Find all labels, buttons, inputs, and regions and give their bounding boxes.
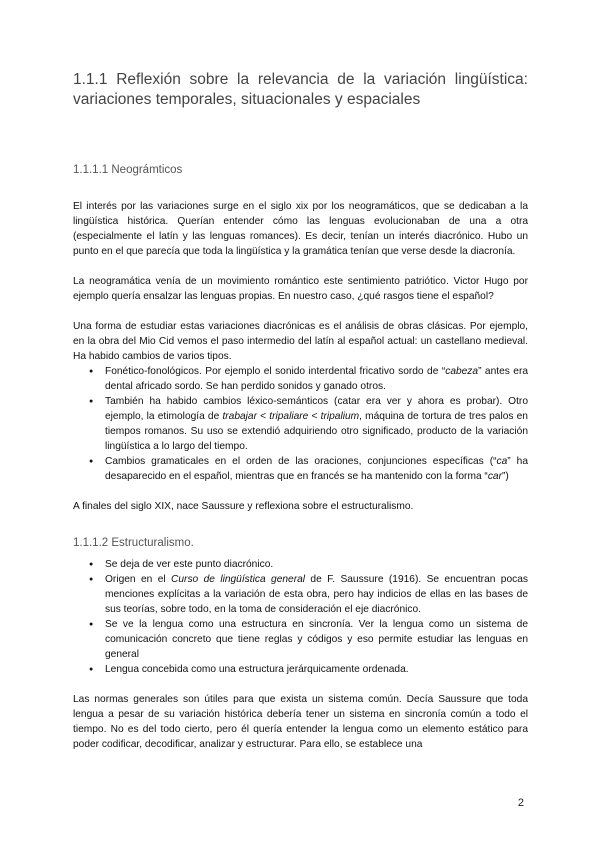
list-item-origen: ● Origen en el Curso de lingüística general de F. Saussure (1916). Se encuentran pocas menciones explícitas a la variación de esta obra, pero hay indicios de ellas en las bases de sus teorías, sobre todo, en la toma de consideración el eje diacrónico. [105,572,528,617]
list-item-diacronico: ● Se deja de ver este punto diacrónico. [105,557,528,572]
list-item-jerarquica: ● Lengua concebida como una estructura jerárquicamente ordenada. [105,662,528,677]
section-heading-1-1-1: 1.1.1 Reflexión sobre la relevancia de la variación lingüística: variaciones temporales, situacionales y espaciales [73,71,528,108]
page-number: 2 [517,797,524,809]
subsection-heading-neogramaticos: 1.1.1.1 Neográmticos [73,164,183,176]
list-item-sincronia: ● Se ve la lengua como una estructura en sincronía. Ver la lengua como un sistema de comunicación concreto que tiene reglas y códigos y eso permite estudiar las lenguas en general [105,617,528,662]
estructuralismo-list [73,557,528,677]
list-item-gramaticales: ● Cambios gramaticales en el orden de las oraciones, conjunciones específicas (“ca” ha desaparecido en el español, mientras que en francés se ha mantenido con la forma “car”) [105,454,528,484]
paragraph-variaciones-diacronicas: Una forma de estudiar estas variaciones diacrónicas es el análisis de obras clásicas. Por ejemplo, en la obra del Mio Cid vemos el paso intermedio del latín al español actual: un castellano medieval. Ha habido cambios de varios tipos. [73,321,528,362]
paragraph-normas-generales: Las normas generales son útiles para que exista un sistema común. Decía Saussure que toda lengua a pesar de su variación histórica debería tener un sistema en sincronía común a todo el tiempo. No es del todo cierto, pero él quería entender la lengua como un elemento estático para poder codificar, decodificar, analizar y estructurar. Para ello, se establece una [73,694,528,750]
list-item-lexico: ● También ha habido cambios léxico-semánticos (catar era ver y ahora es probar). Otro ejemplo, la etimología de trabajar < tripaliare < tripalium, máquina de tortura de tres palos en tiempos romanos. Su uso se extendió adquiriendo otro significado, producto de la variación lingüística a lo largo del tiempo. [105,394,528,454]
list-item-fonetico: ● Fonético-fonológicos. Por ejemplo el sonido interdental fricativo sordo de “cabeza” antes era dental africado sordo. Se han perdido sonidos y ganado otros. [105,364,528,394]
subsection-heading-estructuralismo: 1.1.1.2 Estructuralismo. [73,537,194,549]
page-content [73,70,528,752]
paragraph-saussure: A finales del siglo XIX, nace Saussure y reflexiona sobre el estructuralismo. [73,501,414,512]
changes-list [73,364,528,484]
paragraph-neogramaticos-intro: El interés por las variaciones surge en el siglo xix por los neogramáticos, que se dedicaban a la lingüística histórica. Querían entender cómo las lenguas evolucionaban de una a otra (especialmente el latín y las lenguas romances). Es decir, tenían un interés diacrónico. Hubo un punto en el que parecía que toda la lingüística y la gramática tenían que verse desde la diacronía. [73,201,528,257]
paragraph-neogramatica-romanticismo: La neogramática venía de un movimiento romántico este sentimiento patriótico. Victor Hugo por ejemplo quería ensalzar las lenguas propias. En nuestro caso, ¿qué rasgos tiene el español? [73,276,528,302]
